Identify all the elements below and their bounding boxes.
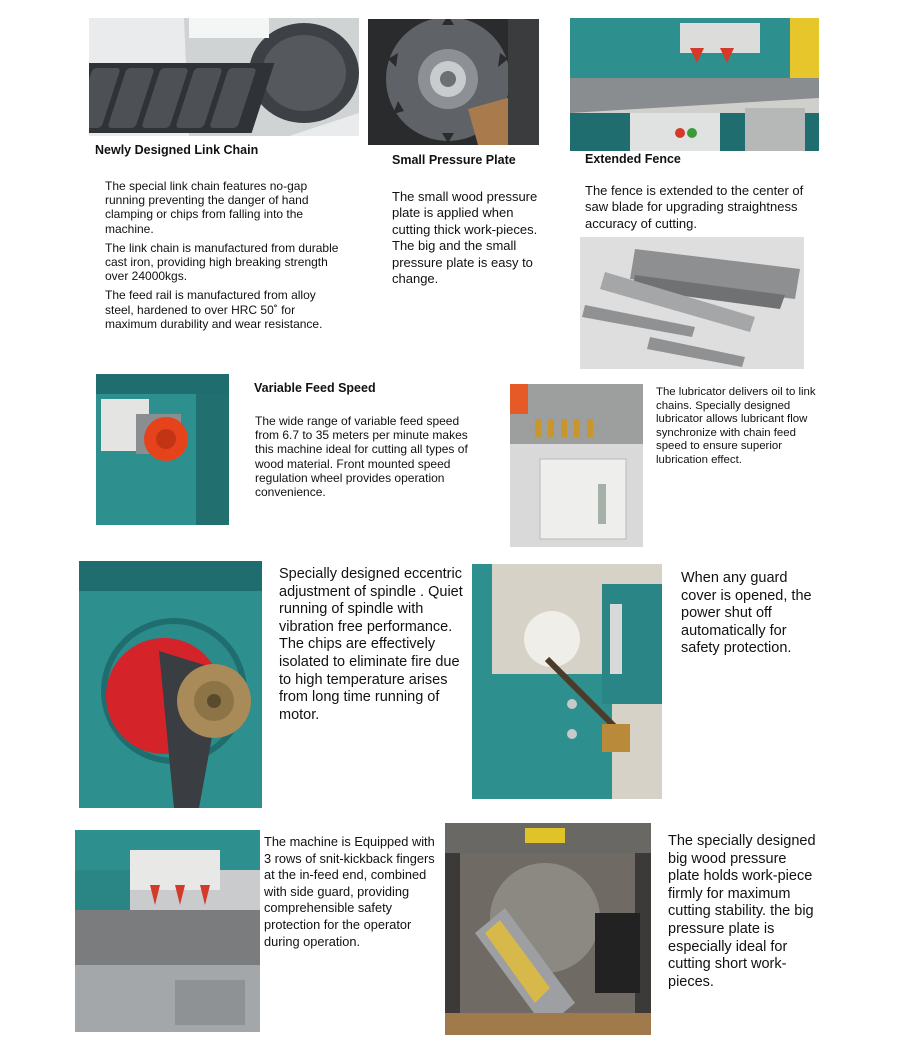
- spindle-photo: [79, 561, 262, 808]
- link-chain-description: [105, 179, 345, 336]
- kickback-description: The machine is Equipped with 3 rows of snit-kickback fingers at the in-feed end, combined with side guard, providing comprehensible safety protection for the operator during operation.: [264, 834, 435, 949]
- extended-fence-photo: [570, 18, 819, 151]
- link-chain-paragraph: The special link chain features no-gap running preventing the danger of hand clamping or chips from falling into the machine.: [105, 179, 309, 236]
- link-chain-photo: [89, 18, 359, 136]
- big-pressure-plate-description: The specially designed big wood pressure plate holds work-piece firmly for maximum cutting stability. the big pressure plate is especially ideal for cutting short work-pieces.: [668, 833, 816, 990]
- big-pressure-plate-photo: [445, 823, 651, 1035]
- guard-cover-photo: [472, 564, 662, 799]
- feed-speed-title: Variable Feed Speed: [254, 381, 376, 395]
- small-pressure-plate-photo: [368, 19, 539, 145]
- small-pressure-plate-description: The small wood pressure plate is applied when cutting thick work-pieces. The big and the small pressure plate is easy to change.: [392, 189, 538, 287]
- spindle-description: Specially designed eccentric adjustment of spindle . Quiet running of spindle with vibration free performance. The chips are effectively isolated to eliminate fire due to high temperature arises from long time running of motor.: [279, 566, 463, 723]
- small-pressure-plate-title: Small Pressure Plate: [392, 153, 516, 167]
- feed-speed-description: The wide range of variable feed speed from 6.7 to 35 meters per minute makes this machine ideal for cutting all types of wood material. Front mounted speed regulation wheel provides operation convenience.: [255, 414, 468, 500]
- link-chain-paragraph: The feed rail is manufactured from alloy steel, hardened to over HRC 50˚ for maximum durability and wear resistance.: [105, 288, 323, 331]
- extended-fence-description: The fence is extended to the center of saw blade for upgrading straightness accuracy of cutting.: [585, 183, 804, 231]
- feed-speed-wheel-photo: [96, 374, 229, 525]
- extended-fence-title: Extended Fence: [585, 152, 681, 166]
- guard-description: When any guard cover is opened, the power shut off automatically for safety protection.: [681, 570, 812, 657]
- link-chain-paragraph: The link chain is manufactured from durable cast iron, providing high breaking strength over 24000kgs.: [105, 240, 339, 284]
- lubricator-description: The lubricator delivers oil to link chains. Specially designed lubricator allows lubricant flow synchronize with chain feed speed to ensure superior lubrication effect.: [656, 386, 816, 466]
- fence-parts-photo: [580, 237, 804, 369]
- kickback-fingers-photo: [75, 830, 260, 1032]
- link-chain-title: Newly Designed Link Chain: [95, 143, 259, 157]
- lubricator-photo: [510, 384, 643, 547]
